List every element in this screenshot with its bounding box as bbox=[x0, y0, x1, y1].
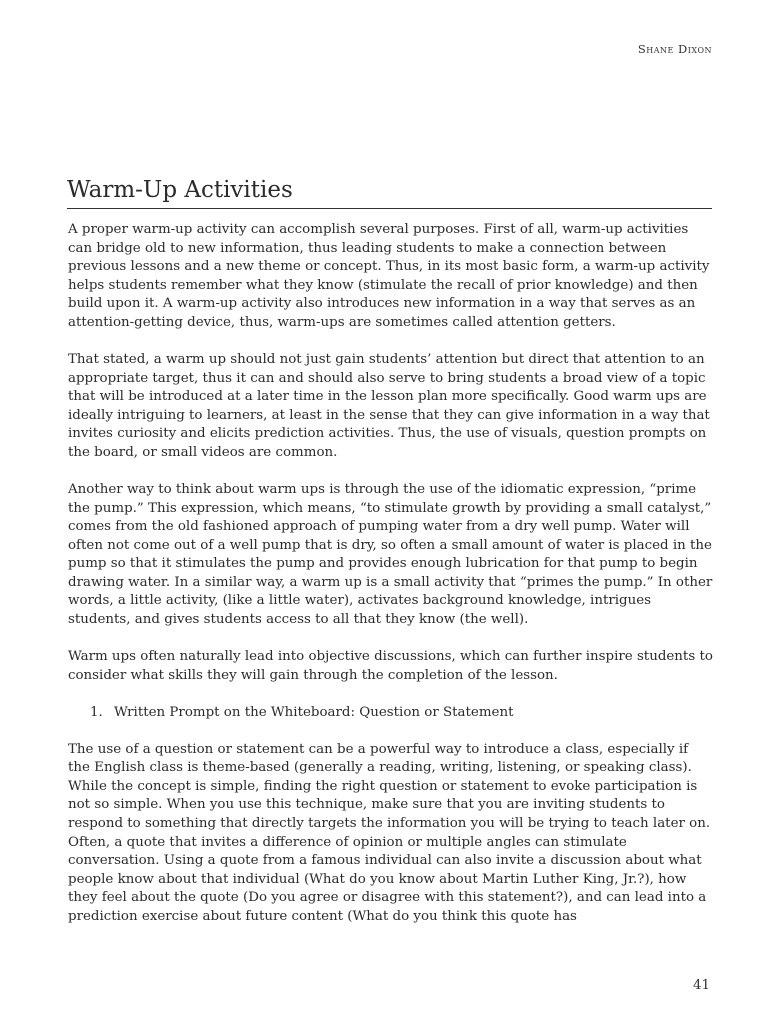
running-header-author: Shane Dixon bbox=[637, 42, 712, 56]
paragraph-purposes: A proper warm-up activity can accomplish several purposes. First of all, warm-up activities can bridge old to new information, thus leading students to make a connection between previous lessons and a new theme or concept. Thus, in its most basic form, a warm-up activity helps students remember what they know (stimulate the recall of prior knowledge) and then build upon it. A warm-up activity also introduces new information in a way that serves as an attention-getting device, thus, warm-ups are sometimes called attention getters. bbox=[68, 222, 710, 330]
list-item-number: 1. bbox=[90, 704, 103, 720]
list-item-text: Written Prompt on the Whiteboard: Question or Statement bbox=[114, 704, 514, 720]
paragraph-prime-the-pump: Another way to think about warm ups is through the use of the idiomatic expression, “prime the pump.” This expression, which means, “to stimulate growth by providing a small catalyst,” comes from the old fashioned approach of pumping water from a dry well pump. Water will often not come out of a well pump that is dry, so often a small amount of water is placed in the pump so that it stimulates the pump and provides enough lubrication for that pump to begin drawing water. In a similar way, a warm up is a small activity that “primes the pump.” In other words, a little activity, (like a little water), activates background knowledge, intrigues students, and gives students access to all that they know (the well). bbox=[68, 481, 713, 628]
paragraph-question-statement: The use of a question or statement can be a powerful way to introduce a class, especially if the English class is theme-based (generally a reading, writing, listening, or speaking class). While the concept is simple, finding the right question or statement to evoke participation is not so simple. When you use this technique, make sure that you are inviting students to respond to something that directly targets the information you will be trying to teach later on. Often, a quote that invites a difference of opinion or multiple angles can stimulate conversation. Using a quote from a famous individual can also invite a discussion about what people know about that individual (What do you know about Martin Luther King, Jr.?), how they feel about the quote (Do you agree or disagree with this statement?), and can lead into a prediction exercise about future content (What do you think this quote has bbox=[68, 741, 711, 924]
body-text bbox=[68, 221, 713, 945]
paragraph-objective-discussions: Warm ups often naturally lead into objective discussions, which can further inspire students to consider what skills they will gain through the completion of the lesson. bbox=[68, 649, 713, 683]
section-heading: Warm-Up Activities bbox=[67, 176, 712, 209]
list-item bbox=[90, 704, 713, 723]
page-number: 41 bbox=[692, 978, 710, 993]
paragraph-attention: That stated, a warm up should not just gain students’ attention but direct that attention to an appropriate target, thus it can and should also serve to bring students a broad view of a topic that will be introduced at a later time in the lesson plan more specifically. Good warm ups are ideally intriguing to learners, at least in the sense that they can give information in a way that invites curiosity and elicits prediction activities. Thus, the use of visuals, question prompts on the board, or small videos are common. bbox=[68, 351, 710, 460]
